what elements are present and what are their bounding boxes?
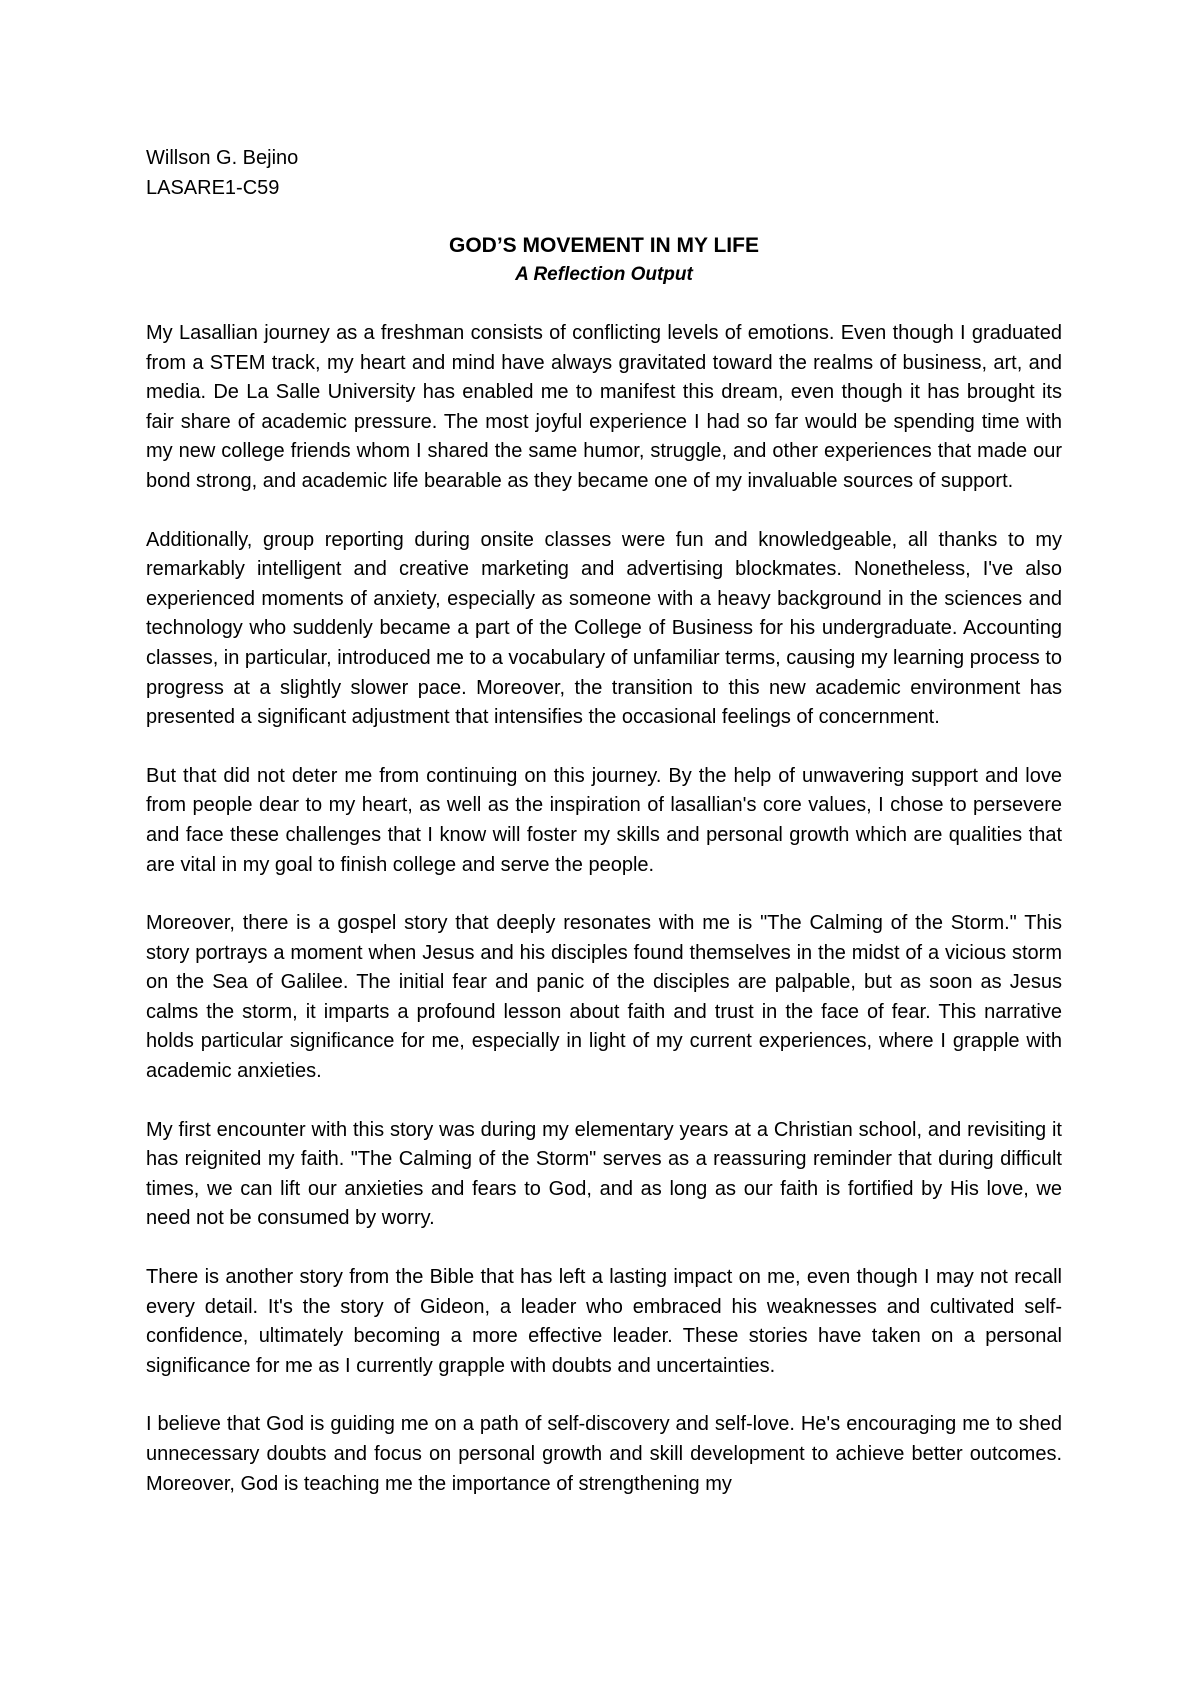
paragraph: But that did not deter me from continuing on this journey. By the help of unwavering support and love from people dear to my heart, as well as the inspiration of lasallian's core values, I chose to persevere and face these challenges that I know will foster my skills and personal growth which are qualities that are vital in my goal to finish college and serve the people. xyxy=(146,764,1062,876)
paragraph: My Lasallian journey as a freshman consists of conflicting levels of emotions. Even though I graduated from a STEM track, my heart and mind have always gravitated toward the realms of business, art, and media. De La Salle University has enabled me to manifest this dream, even though it has brought its fair share of academic pressure. The most joyful experience I had so far would be spending time with my new college friends whom I shared the same humor, struggle, and other experiences that made our bond strong, and academic life bearable as they became one of my invaluable sources of support. xyxy=(146,322,1062,492)
author-name: Willson G. Bejino xyxy=(146,147,299,169)
paragraph: My first encounter with this story was during my elementary years at a Christian school, and revisiting it has reignited my faith. "The Calming of the Storm" serves as a reassuring reminder that during difficult times, we can lift our anxieties and fears to God, and as long as our faith is fortified by His love, we need not be consumed by worry. xyxy=(146,1118,1062,1230)
document-subtitle: A Reflection Output xyxy=(515,264,693,285)
section-code: LASARE1-C59 xyxy=(146,177,280,199)
document-body xyxy=(146,143,1062,1499)
paragraph: There is another story from the Bible that has left a lasting impact on me, even though I may not recall every detail. It's the story of Gideon, a leader who embraced his weaknesses and cultivated self-confidence, ultimately becoming a more effective leader. These stories have taken on a personal significance for me as I currently grapple with doubts and uncertainties. xyxy=(146,1266,1062,1377)
paragraph: I believe that God is guiding me on a path of self-discovery and self-love. He's encouraging me to shed unnecessary doubts and focus on personal growth and skill development to achieve better outcomes. Moreover, God is teaching me the importance of strengthening my xyxy=(146,1413,1062,1495)
paragraph: Moreover, there is a gospel story that deeply resonates with me is "The Calming of the Storm." This story portrays a moment when Jesus and his disciples found themselves in the midst of a vicious storm on the Sea of Galilee. The initial fear and panic of the disciples are palpable, but as soon as Jesus calms the storm, it imparts a profound lesson about faith and trust in the face of fear. This narrative holds particular significance for me, especially in light of my current experiences, where I grapple with academic anxieties. xyxy=(146,912,1062,1083)
paragraph: Additionally, group reporting during onsite classes were fun and knowledgeable, all thanks to my remarkably intelligent and creative marketing and advertising blockmates. Nonetheless, I've also experienced moments of anxiety, especially as someone with a heavy background in the sciences and technology who suddenly became a part of the College of Business for his undergraduate. Accounting classes, in particular, introduced me to a vocabulary of unfamiliar terms, causing my learning process to progress at a slightly slower pace. Moreover, the transition to this new academic environment has presented a significant adjustment that intensifies the occasional feelings of concernment. xyxy=(146,528,1062,729)
document-title: GOD’S MOVEMENT IN MY LIFE xyxy=(449,234,759,257)
